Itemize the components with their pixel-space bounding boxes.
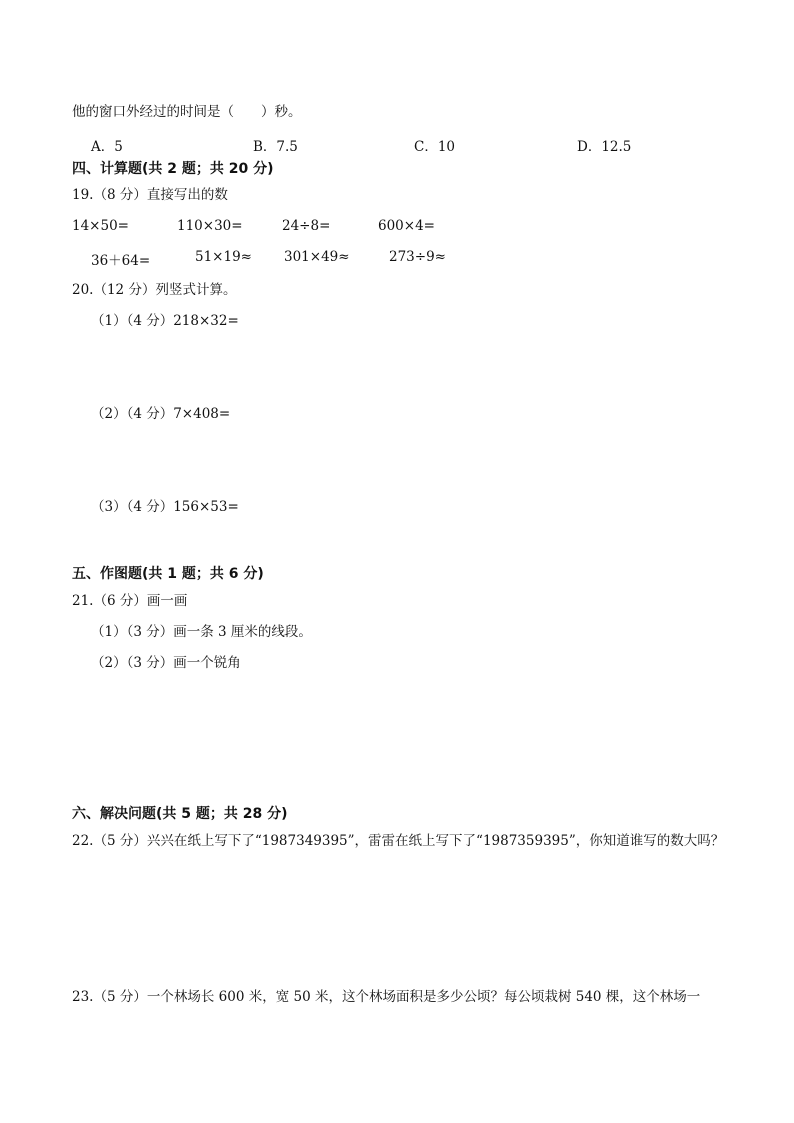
- q19-item: 301×49≈: [284, 249, 350, 265]
- q21-part-2: （2）（3 分）画一个锐角: [91, 655, 241, 671]
- question-19: 19.（8 分）直接写出的数: [72, 187, 228, 203]
- q20-part-1: （1）（4 分）218×32=: [91, 313, 239, 329]
- q20-part-3: （3）（4 分）156×53=: [91, 499, 239, 515]
- section-6-heading: 六、解决问题(共 5 题；共 28 分): [72, 806, 288, 822]
- option-a: A．5: [91, 139, 123, 155]
- question-20: 20.（12 分）列竖式计算。: [72, 282, 237, 298]
- question-21: 21.（6 分）画一画: [72, 593, 188, 609]
- question-22: 22.（5 分）兴兴在纸上写下了“1987349395”，雷雷在纸上写下了“1987359395”，你知道谁写的数大吗？: [72, 833, 725, 849]
- option-c: C．10: [414, 139, 456, 155]
- section-5-heading: 五、作图题(共 1 题；共 6 分): [72, 566, 264, 582]
- q18-tail-text: 他的窗口外经过的时间是（ ）秒。: [72, 104, 302, 120]
- q19-item: 600×4=: [378, 218, 435, 234]
- q19-item: 36＋64=: [91, 253, 151, 269]
- section-4-heading: 四、计算题(共 2 题；共 20 分): [72, 161, 274, 177]
- q19-item: 110×30=: [177, 218, 243, 234]
- option-b: B．7.5: [253, 139, 298, 155]
- q20-part-2: （2）（4 分）7×408=: [91, 406, 231, 422]
- option-d: D．12.5: [577, 139, 632, 155]
- q19-item: 14×50=: [72, 218, 129, 234]
- q21-part-1: （1）（3 分）画一条 3 厘米的线段。: [91, 624, 312, 640]
- q19-item: 51×19≈: [195, 249, 252, 265]
- q19-item: 24÷8=: [282, 218, 331, 234]
- question-23: 23.（5 分）一个林场长 600 米，宽 50 米，这个林场面积是多少公顷？每公顷栽树 540 棵，这个林场一: [72, 989, 701, 1005]
- q19-item: 273÷9≈: [389, 249, 446, 265]
